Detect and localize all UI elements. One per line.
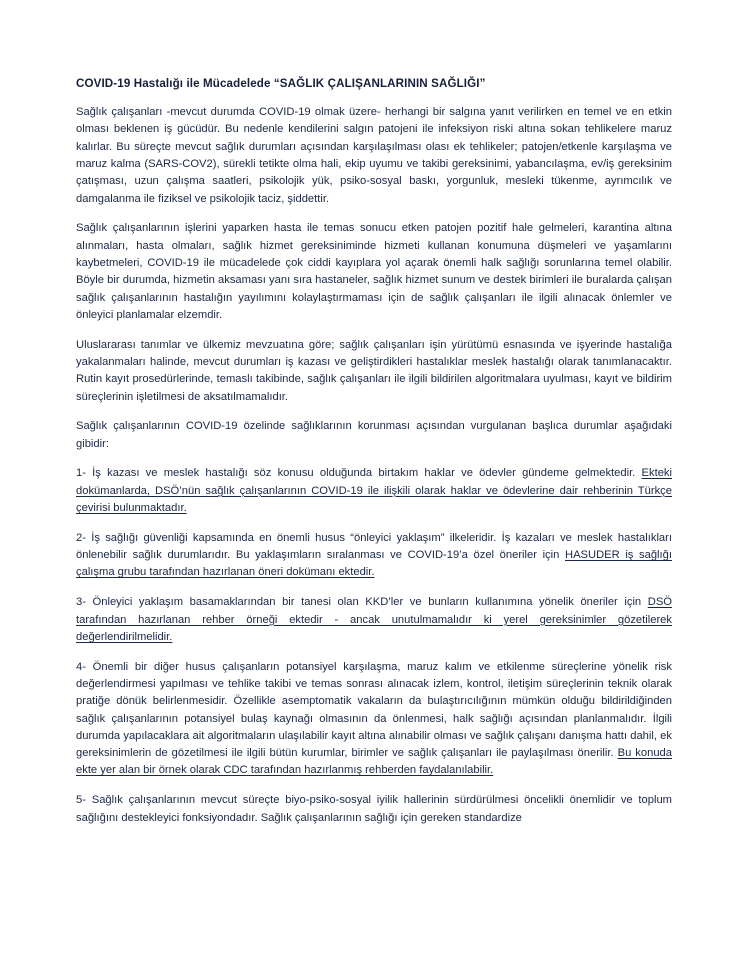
paragraph-item3 xyxy=(76,594,672,646)
underlined-text-run: Bu konuda ekte yer alan bir örnek olarak CDC tarafından hazırlanmış rehberden faydalanılabilir. xyxy=(76,747,672,777)
text-run: 3- Önleyici yaklaşım basamaklarından bir tanesi olan KKD’ler ve bunların kullanımına yönelik öneriler için xyxy=(76,596,648,609)
underlined-text-run: Ekteki dokümanlarda, DSÖ’nün sağlık çalışanlarının COVID-19 ile ilişkili olarak haklar ve ödevlerine dair rehberinin Türkçe çevirisi bulunmaktadır. xyxy=(76,467,672,515)
text-run: Sağlık çalışanlarının işlerini yaparken hasta ile temas sonucu etken patojen pozitif hale gelmeleri, karantina altına alınmaları, hasta olmaları, sağlık hizmet gereksiniminde hizmeti kullanan konumuna düşmeleri ve yaşamlarını kaybetmeleri, COVID-19 ile mücadelede çok ciddi kayıplara yol açarak önemli halk sağlığı sorunlarına temel olabilir. Böyle bir durumda, hizmetin aksaması yanı sıra hastaneler, sağlık hizmet sunum ve destek birimleri ile buralarda çalışan sağlık çalışanlarının hastalığın yayılımını kolaylaştırmaması için de sağlık çalışanları ile ilgili alınacak önlemler ve önleyici planlamalar elzemdir. xyxy=(76,222,672,321)
underlined-text-run: HASUDER iş sağlığı çalışma grubu tarafından hazırlanan öneri dokümanı ektedir. xyxy=(76,549,672,579)
paragraph-p3 xyxy=(76,337,672,406)
paragraph-item4 xyxy=(76,659,672,780)
text-run: 5- Sağlık çalışanlarının mevcut süreçte biyo-psiko-sosyal iyilik hallerinin sürdürülmesi öncelikli önemlidir ve toplum sağlığını destekleyici fonksiyondadır. Sağlık çalışanlarının sağlığı için gereken standardize xyxy=(76,794,672,824)
paragraph-item5 xyxy=(76,792,672,827)
text-run: 1- İş kazası ve meslek hastalığı söz konusu olduğunda birtakım haklar ve ödevler gündeme gelmektedir. xyxy=(76,467,642,480)
paragraph-p1 xyxy=(76,104,672,208)
paragraph-p2 xyxy=(76,220,672,324)
text-run: Sağlık çalışanları -mevcut durumda COVID-19 olmak üzere- herhangi bir salgına yanıt verilirken en temel ve en etkin olması beklenen iş gücüdür. Bu nedenle kendilerini salgın patojeni ile infeksiyon riski altına sokan tehlikelere maruz kalırlar. Bu süreçte mevcut sağlık durumları açısından karşılaşılması olası ek tehlikeler; patojen/etkenle karşılaşma ve maruz kalma (SARS-COV2), sürekli tetikte olma hali, ekip uyumu ve takibi gereksinimi, yabancılaşma, ev/iş gereksinim çatışması, uzun çalışma saatleri, psikolojik yük, psiko-sosyal baskı, yorgunluk, mesleki tükenme, ayrımcılık ve damgalanma ile fiziksel ve psikolojik taciz, şiddettir. xyxy=(76,106,672,205)
document-body xyxy=(76,104,672,827)
text-run: 4- Önemli bir diğer husus çalışanların potansiyel karşılaşma, maruz kalım ve etkilenme süreçlerine yönelik risk değerlendirmesi yapılması ve tehlike takibi ve temas sonrası alınacak izlem, kontrol, iletişim süreçlerinin teknik olarak pratiğe dönük belirlenmesidir. Özellikle asemptomatik vakaların da bulaştırıcılığının mümkün olduğu bildirildiğinden sağlık çalışanlarının potansiyel bulaş kaynağı olmasının da önlenmesi, halk sağlığı açısından planlanmalıdır. İlgili durumda yapılacaklara ait algoritmaların ulaşılabilir kayıt altına alınabilir olması ve sağlık çalışanı danışma hattı dahil, ek gereksinimlerin de gözetilmesi ile ilgili bütün kurumlar, birimler ve sağlık çalışanları ile paylaşılması önerilir. xyxy=(76,660,672,760)
page-title: COVID-19 Hastalığı ile Mücadelede “SAĞLIK ÇALIŞANLARININ SAĞLIĞI” xyxy=(76,77,486,90)
text-run: 2- İş sağlığı güvenliği kapsamında en önemli husus “önleyici yaklaşım” ilkeleridir. İş kazaları ve meslek hastalıkları önlenebilir sağlık durumlarıdır. Bu yaklaşımların sıralanması ve COVID-19’a özel öneriler için xyxy=(76,531,672,562)
paragraph-item2 xyxy=(76,530,672,582)
underlined-text-run: DSÖ tarafından hazırlanan rehber örneği ektedir - ancak unutulmamalıdır ki yerel gereksinimler gözetilerek değerlendirilmelidir. xyxy=(76,596,672,643)
text-run: Sağlık çalışanlarının COVID-19 özelinde sağlıklarının korunması açısından vurgulanan başlıca durumlar aşağıdaki gibidir: xyxy=(76,420,672,450)
paragraph-item1 xyxy=(76,465,672,517)
paragraph-p4 xyxy=(76,418,672,453)
text-run: Uluslararası tanımlar ve ülkemiz mevzuatına göre; sağlık çalışanları işin yürütümü esnasında ve işyerinde hastalığa yakalanmaları halinde, mevcut durumları iş kazası ve geliştirdikleri hastalıklar meslek hastalığı olarak tanımlanacaktır. Rutin kayıt prosedürlerinde, temaslı takibinde, sağlık çalışanları ile ilgili bildirilen algoritmalara uyulması, kayıt ve bildirim süreçlerinin işletilmesi de aksatılmamalıdır. xyxy=(76,338,672,403)
